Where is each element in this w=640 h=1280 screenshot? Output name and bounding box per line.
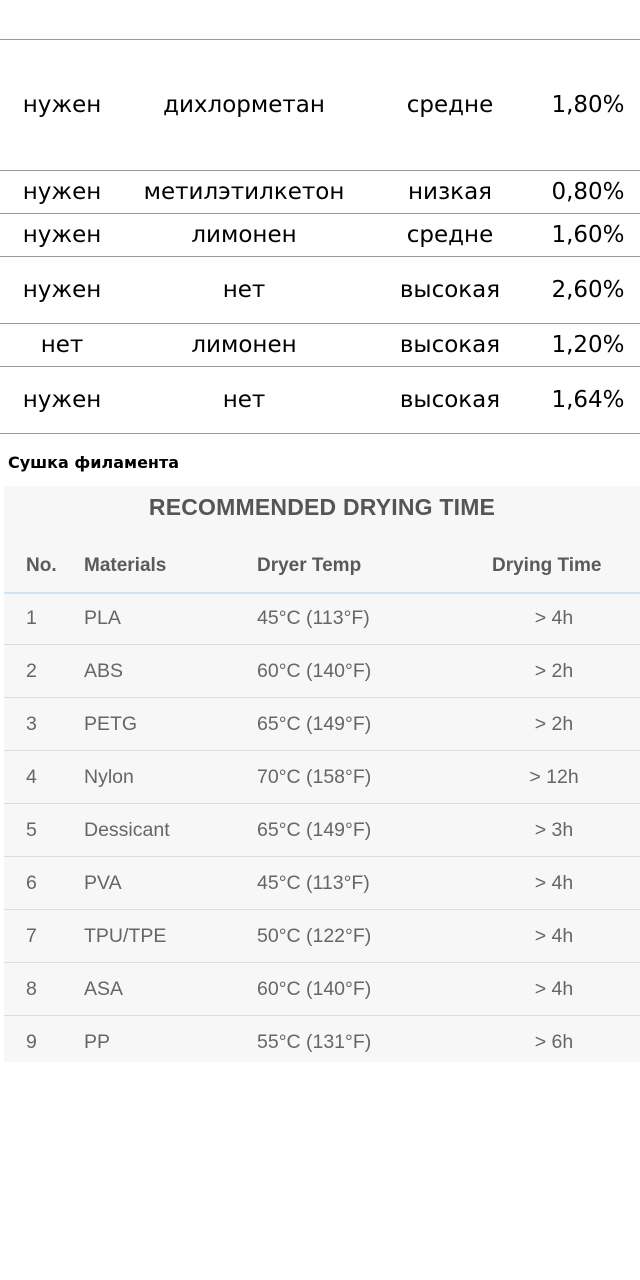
percent-cell: 1,60% <box>551 222 625 248</box>
table-row <box>4 592 640 645</box>
solvent-cell: нет <box>222 277 266 303</box>
header-drying-time: Drying Time <box>492 555 602 576</box>
table-row <box>4 804 640 857</box>
row-material: PETG <box>84 712 138 735</box>
solvent-cell: дихлорметан <box>163 92 325 118</box>
table-row <box>0 171 640 214</box>
row-no: 4 <box>26 765 37 788</box>
row-no: 9 <box>26 1030 37 1053</box>
need-cell: нужен <box>22 179 102 205</box>
row-no: 3 <box>26 712 37 735</box>
drying-table-title: RECOMMENDED DRYING TIME <box>148 494 496 520</box>
solvent-cell: метилэтилкетон <box>143 179 345 205</box>
row-temp: 70°C (158°F) <box>257 765 372 788</box>
level-cell: высокая <box>399 387 501 413</box>
level-cell: низкая <box>407 179 493 205</box>
row-material: ABS <box>84 659 124 682</box>
solvent-cell: лимонен <box>191 332 297 358</box>
header-dryer-temp: Dryer Temp <box>257 555 362 576</box>
table-row <box>4 645 640 698</box>
row-no: 1 <box>26 606 37 629</box>
percent-cell: 1,80% <box>551 92 625 118</box>
row-time: > 2h <box>534 659 574 682</box>
row-material: PVA <box>84 871 122 894</box>
row-time: > 4h <box>534 871 574 894</box>
table-row <box>4 910 640 963</box>
need-cell: нужен <box>22 277 102 303</box>
percent-cell: 2,60% <box>551 277 625 303</box>
row-no: 6 <box>26 871 37 894</box>
row-no: 8 <box>26 977 37 1000</box>
row-material: PP <box>84 1030 111 1053</box>
section-heading: Сушка филамента <box>8 453 180 472</box>
need-cell: нужен <box>22 222 102 248</box>
row-temp: 60°C (140°F) <box>257 659 372 682</box>
row-time: > 3h <box>534 818 574 841</box>
level-cell: высокая <box>399 277 501 303</box>
row-material: Dessicant <box>84 818 170 841</box>
row-time: > 2h <box>534 712 574 735</box>
table-row <box>0 367 640 434</box>
table-row <box>4 963 640 1016</box>
row-temp: 65°C (149°F) <box>257 712 372 735</box>
solvent-cell: лимонен <box>191 222 297 248</box>
solvent-cell: нет <box>222 387 266 413</box>
solvent-table <box>0 39 640 434</box>
row-temp: 45°C (113°F) <box>257 871 370 894</box>
need-cell: нужен <box>22 92 102 118</box>
row-temp: 65°C (149°F) <box>257 818 372 841</box>
row-time: > 12h <box>529 765 579 788</box>
level-cell: средне <box>406 92 494 118</box>
row-material: TPU/TPE <box>84 924 167 947</box>
row-no: 2 <box>26 659 37 682</box>
table-row <box>4 857 640 910</box>
row-temp: 50°C (122°F) <box>257 924 372 947</box>
row-temp: 55°C (131°F) <box>257 1030 372 1053</box>
row-no: 7 <box>26 924 37 947</box>
table-row <box>4 1016 640 1068</box>
table-row <box>4 698 640 751</box>
row-material: PLA <box>84 606 121 629</box>
level-cell: средне <box>406 222 494 248</box>
row-temp: 45°C (113°F) <box>257 606 370 629</box>
table-row <box>4 751 640 804</box>
row-no: 5 <box>26 818 37 841</box>
table-row <box>0 324 640 367</box>
row-material: Nylon <box>84 765 134 788</box>
header-materials: Materials <box>84 555 167 576</box>
table-row <box>0 257 640 324</box>
row-time: > 4h <box>534 924 574 947</box>
drying-table-body <box>4 592 640 1068</box>
need-cell: нет <box>40 332 84 358</box>
row-time: > 6h <box>534 1030 574 1053</box>
level-cell: высокая <box>399 332 501 358</box>
table-row <box>0 40 640 171</box>
row-time: > 4h <box>534 977 574 1000</box>
need-cell: нужен <box>22 387 102 413</box>
percent-cell: 1,64% <box>551 387 625 413</box>
header-no: No. <box>26 555 57 576</box>
row-time: > 4h <box>534 606 574 629</box>
table-row <box>0 214 640 257</box>
percent-cell: 0,80% <box>551 179 625 205</box>
percent-cell: 1,20% <box>551 332 625 358</box>
row-material: ASA <box>84 977 124 1000</box>
drying-table-header <box>4 540 640 594</box>
row-temp: 60°C (140°F) <box>257 977 372 1000</box>
drying-time-table-image <box>4 486 640 1062</box>
